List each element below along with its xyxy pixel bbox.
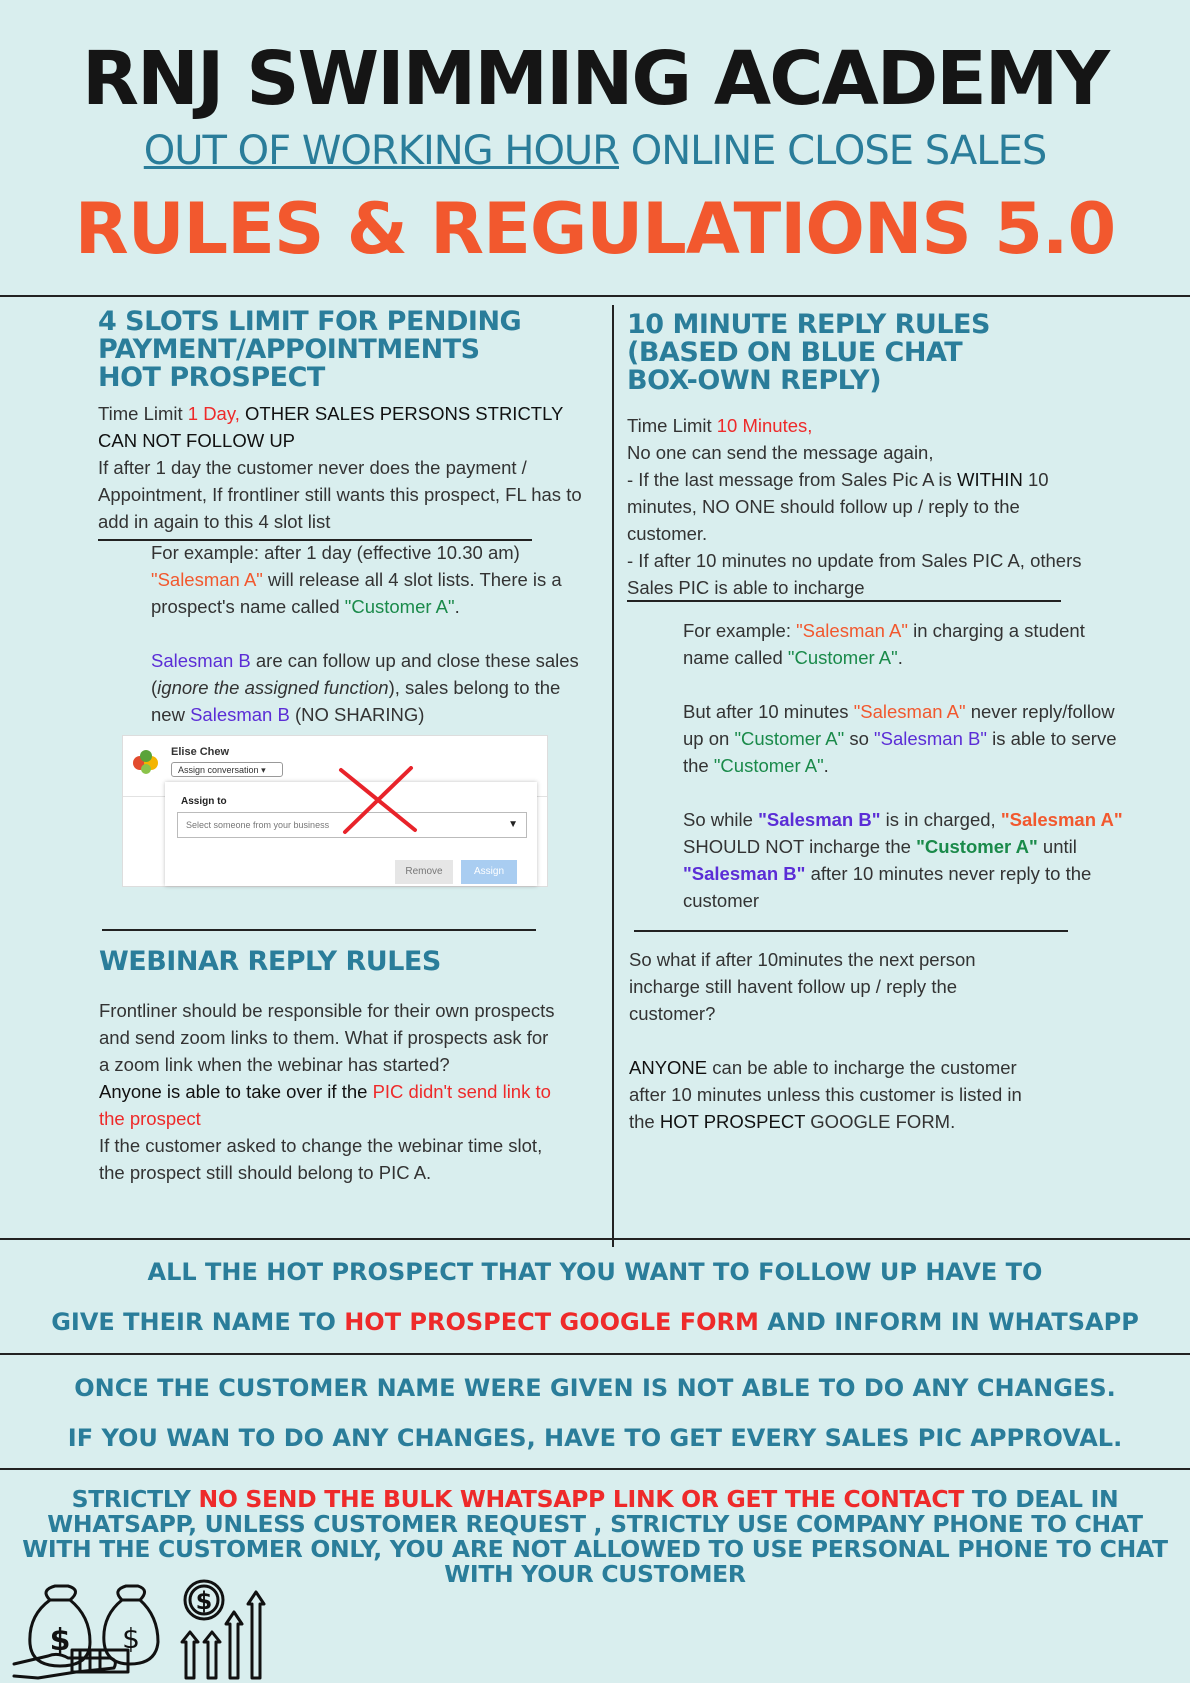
assign-button[interactable]: Assign (461, 860, 517, 884)
one-day-value: 1 Day, (187, 403, 240, 424)
reply-line: - If the last message from Sales Pic A is (627, 469, 958, 490)
salesman-a-label: "Salesman A" (1000, 809, 1123, 830)
banner1-line1: ALL THE HOT PROSPECT THAT YOU WANT TO FOLLOW UP HAVE TO (147, 1258, 1043, 1286)
example-text: in charging a student name called (683, 620, 1085, 668)
banner2-line2: IF YOU WAN TO DO ANY CHANGES, HAVE TO GET EVERY SALES PIC APPROVAL. (67, 1424, 1123, 1452)
divider (102, 929, 536, 931)
subtitle-rest: ONLINE CLOSE SALES (619, 128, 1047, 174)
example-text: is in charged, (880, 809, 1001, 830)
salesman-b-label: Salesman B (190, 704, 290, 725)
page-subtitle (0, 128, 1190, 174)
reply-heading-line: BOX-OWN REPLY) (627, 365, 882, 396)
assign-conversation-label: Assign conversation (178, 765, 259, 775)
reply-rule (627, 412, 1097, 601)
webinar-heading: WEBINAR REPLY RULES (99, 946, 441, 977)
fruit-logo-icon (131, 746, 161, 776)
reply-line: No one can send the message again, (627, 442, 934, 463)
example-text: SHOULD NOT incharge the (683, 836, 917, 857)
example-text: so (844, 728, 875, 749)
hot-prospect-text: HOT PROSPECT (659, 1111, 806, 1132)
webinar-p1: Frontliner should be responsible for their own prospects and send zoom links to them. What if prospects ask for a zoom link when the webinar has started? (99, 1000, 555, 1075)
salesman-a-label: "Salesman A" (796, 620, 908, 641)
slots-heading-line: 4 SLOTS LIMIT FOR PENDING (98, 306, 522, 337)
example-text: until (1037, 836, 1077, 857)
slots-heading (98, 308, 598, 392)
reply-question (629, 946, 1039, 1135)
assignee-placeholder: Select someone from your business (186, 820, 330, 830)
banner3 (15, 1487, 1175, 1587)
question-text: So what if after 10minutes the next person incharge still havent follow up / reply the customer? (629, 949, 976, 1024)
column-divider (612, 305, 614, 1247)
assign-to-label: Assign to (181, 796, 227, 807)
reply-heading (627, 311, 1127, 395)
assign-conversation-button[interactable] (171, 762, 283, 777)
remove-button[interactable]: Remove (395, 860, 453, 884)
caret-down-icon: ▾ (261, 765, 266, 775)
example-text: after 10 minutes never reply to the customer (683, 863, 1092, 911)
page-title: RNJ SWIMMING ACADEMY (82, 36, 1108, 122)
assign-conversation-screenshot (122, 735, 548, 887)
webinar-rules (99, 997, 559, 1186)
salesman-b-label: "Salesman B" (758, 809, 881, 830)
time-limit-label: Time Limit (627, 415, 717, 436)
subtitle-underlined: OUT OF WORKING HOUR (143, 128, 620, 174)
hot-prospect-form-highlight: HOT PROSPECT GOOGLE FORM (344, 1308, 759, 1336)
webinar-p2: Anyone is able to take over if the (99, 1081, 373, 1102)
example-text: . (897, 647, 903, 668)
example-text: . (823, 755, 829, 776)
within-text: WITHIN (957, 469, 1023, 490)
banner-text: GIVE THEIR NAME TO (51, 1308, 345, 1336)
bulk-whatsapp-highlight: NO SEND THE BULK WHATSAPP LINK OR GET THE CONTACT (198, 1485, 965, 1513)
slots-rule (98, 400, 598, 535)
slots-example (151, 539, 581, 728)
banner-text: STRICTLY (71, 1485, 199, 1513)
banner1-line2 (0, 1308, 1190, 1336)
banner2-line1: ONCE THE CUSTOMER NAME WERE GIVEN IS NOT ABLE TO DO ANY CHANGES. (74, 1374, 1116, 1402)
salesman-b-label: "Salesman B" (683, 863, 806, 884)
salesman-b-label: "Salesman B" (874, 728, 987, 749)
example-text: never reply/follow up on (683, 701, 1115, 749)
svg-text:$: $ (49, 1623, 71, 1658)
divider (0, 1353, 1190, 1355)
example-text: ), sales belong to the new (151, 677, 561, 725)
reply-line: - If after 10 minutes no update from Sales PIC A, others Sales PIC is able to incharge (627, 550, 1082, 598)
answer-text: can be able to incharge the customer after 10 minutes unless this customer is listed in the (629, 1057, 1022, 1132)
reply-heading-line: (BASED ON BLUE CHAT (627, 337, 963, 368)
caret-down-icon: ▼ (508, 819, 518, 830)
banner-text: TO DEAL IN WHATSAPP, UNLESS CUSTOMER REQUEST , STRICTLY USE COMPANY PHONE TO CHAT WITH THE CUSTOMER ONLY, YOU ARE NOT ALLOWED TO USE PERSONAL PHONE TO CHAT WITH YOUR CUSTOMER (22, 1485, 1168, 1588)
customer-a-label: "Customer A" (713, 755, 824, 776)
svg-text:$: $ (122, 1622, 140, 1655)
user-name: Elise Chew (171, 746, 230, 758)
example-text: So while (683, 809, 759, 830)
divider (0, 1468, 1190, 1470)
example-text: For example: after 1 day (effective 10.30 am) (151, 542, 520, 563)
anyone-text: ANYONE (629, 1057, 708, 1078)
banner-text: AND INFORM IN WHATSAPP (758, 1308, 1139, 1336)
customer-a-label: "Customer A" (787, 647, 898, 668)
answer-text: GOOGLE FORM. (805, 1111, 956, 1132)
rules-title: RULES & REGULATIONS 5.0 (74, 188, 1116, 270)
customer-a-label: "Customer A" (344, 596, 455, 617)
time-limit-label: Time Limit (98, 403, 188, 424)
svg-text:$: $ (195, 1587, 213, 1615)
divider (634, 930, 1068, 932)
slots-rule-text: If after 1 day the customer never does the payment / Appointment, If frontliner still wants this prospect, FL has to add in again to this 4 slot list (98, 457, 582, 532)
divider-top (0, 295, 1190, 297)
money-bags-hand-icon (10, 1580, 170, 1680)
example-text: . (454, 596, 460, 617)
salesman-b-label: Salesman B (151, 650, 251, 671)
dollar-coin-growth-arrows-icon (176, 1578, 276, 1680)
salesman-a-label: "Salesman A" (853, 701, 966, 722)
example-text: is able to serve the (683, 728, 1117, 776)
reply-line: 10 minutes, NO ONE should follow up / reply to the customer. (627, 469, 1049, 544)
customer-a-label: "Customer A" (916, 836, 1038, 857)
avatar (131, 746, 161, 776)
red-cross-icon (335, 766, 421, 836)
divider (0, 1238, 1190, 1240)
customer-a-label: "Customer A" (734, 728, 845, 749)
ignore-assigned-text: ignore the assigned function (157, 677, 389, 698)
reply-underline (627, 600, 1061, 602)
reply-heading-line: 10 MINUTE REPLY RULES (627, 309, 990, 340)
strict-text: OTHER SALES PERSONS STRICTLY CAN NOT FOLLOW UP (98, 403, 564, 451)
example-text: will release all 4 slot lists. There is a prospect's name called (151, 569, 562, 617)
example-text: But after 10 minutes (683, 701, 854, 722)
webinar-p3: If the customer asked to change the webinar time slot, the prospect still should belong to PIC A. (99, 1135, 543, 1183)
example-text: are can follow up and close these sales ( (151, 650, 579, 698)
slots-heading-line: HOT PROSPECT (98, 362, 325, 393)
reply-example (683, 617, 1123, 914)
example-text: (NO SHARING) (289, 704, 425, 725)
webinar-p2-highlight: PIC didn't send link to the prospect (99, 1081, 551, 1129)
slots-heading-line: PAYMENT/APPOINTMENTS (98, 334, 480, 365)
salesman-a-label: "Salesman A" (151, 569, 263, 590)
example-text: For example: (683, 620, 797, 641)
ten-minutes-value: 10 Minutes, (716, 415, 813, 436)
